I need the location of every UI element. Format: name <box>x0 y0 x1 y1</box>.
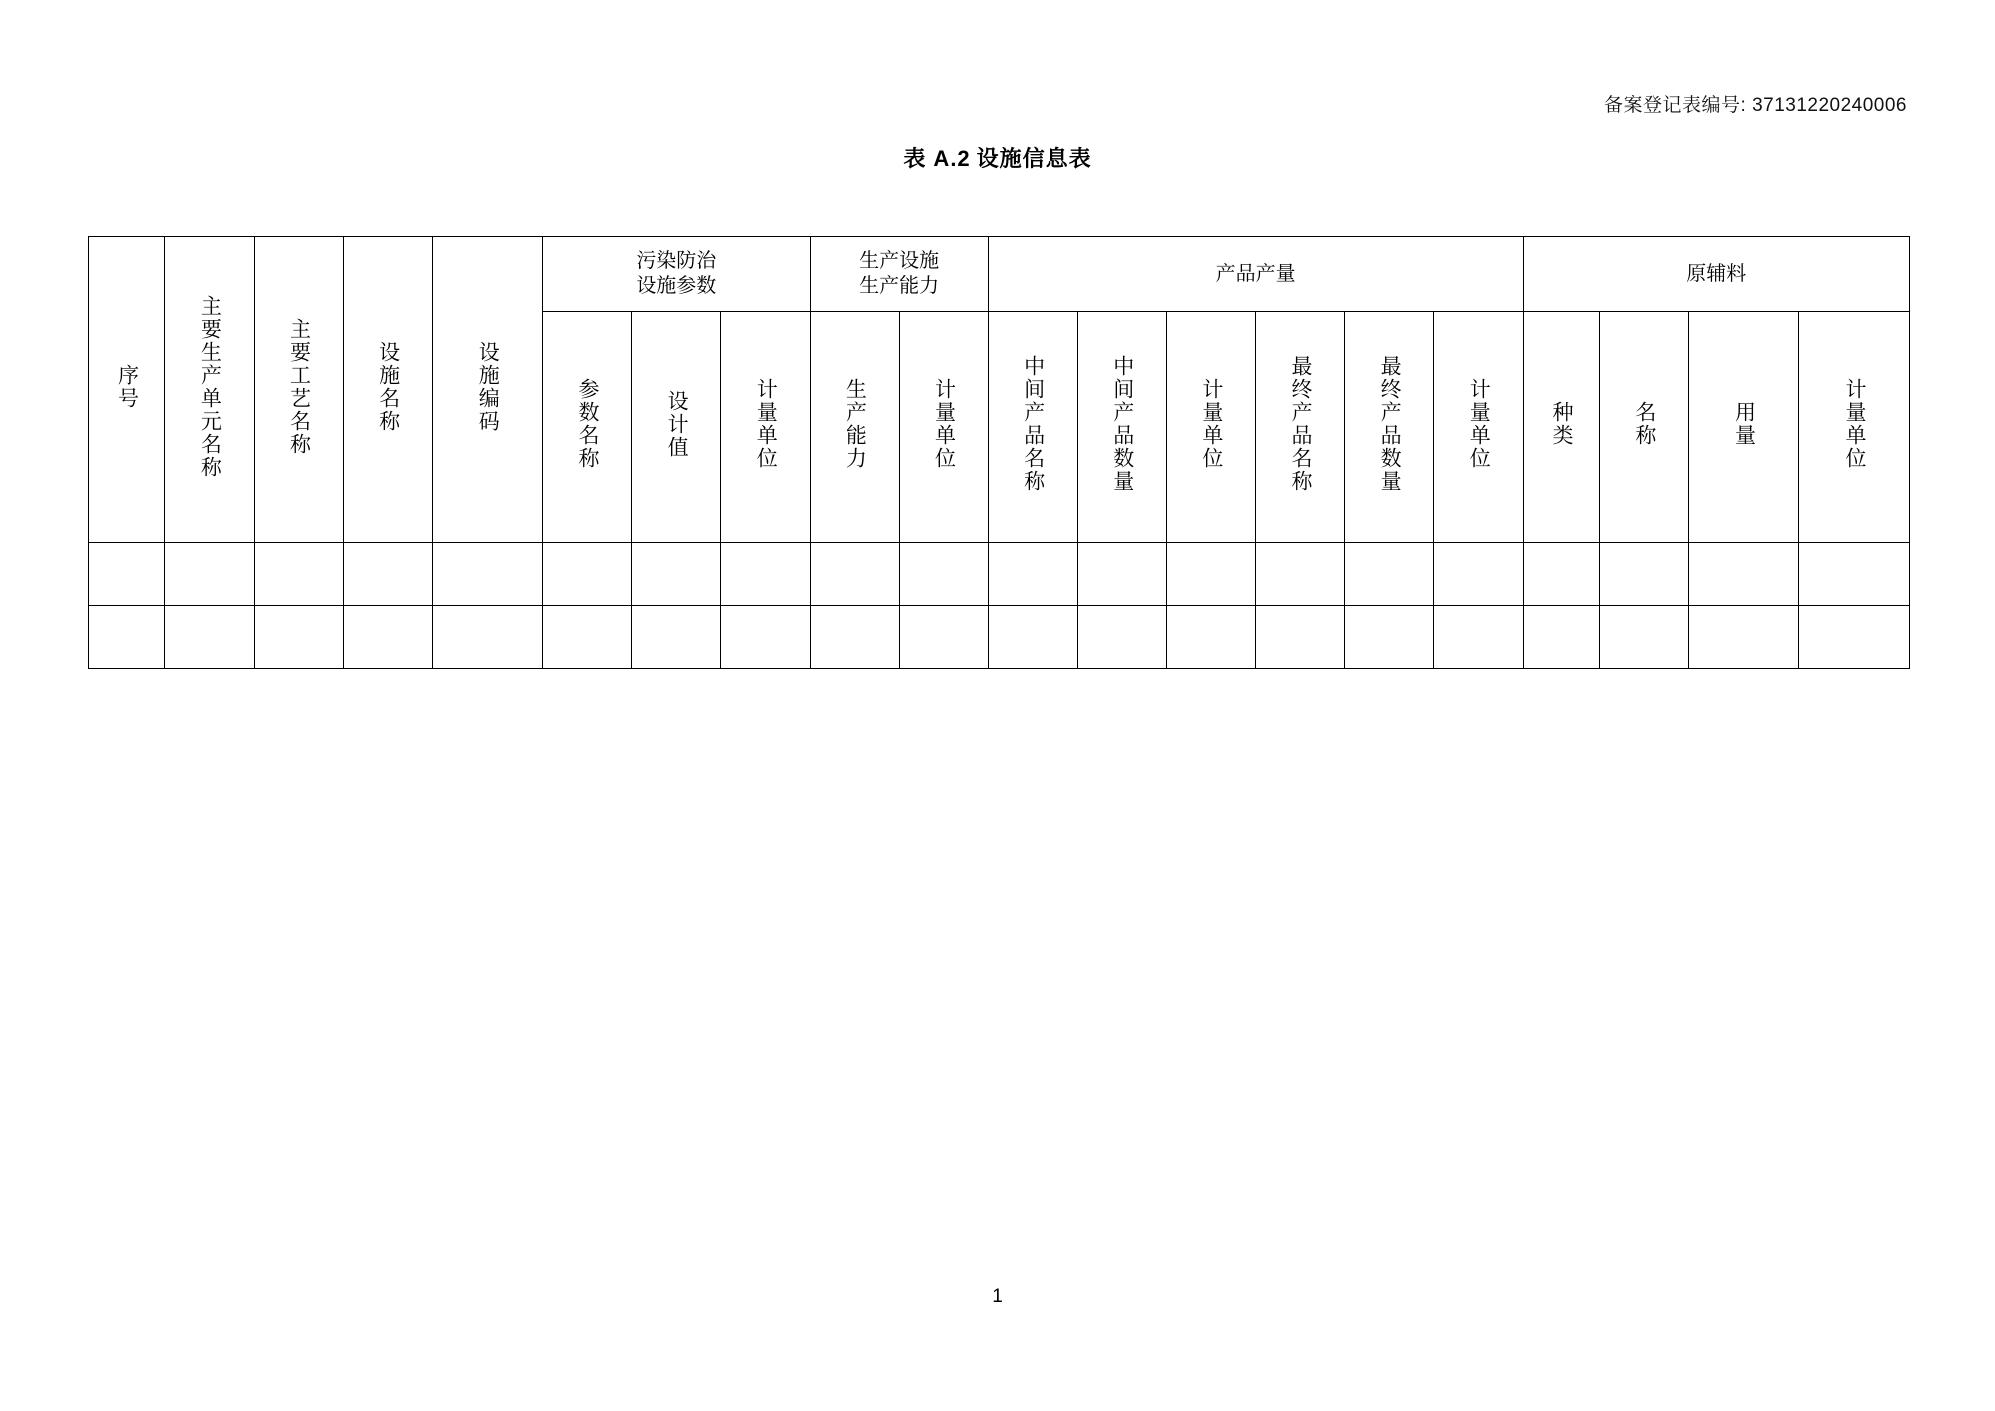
cell-production-capacity[interactable] <box>810 543 899 606</box>
header-group-product-output-label: 产品产量 <box>1215 262 1296 285</box>
cell-final-product-name[interactable] <box>1256 543 1345 606</box>
cell-param-unit[interactable] <box>721 543 810 606</box>
cell-seq[interactable] <box>89 606 165 669</box>
cell-final-product-qty[interactable] <box>1345 543 1434 606</box>
header-cell-intermediate-product-name <box>988 312 1077 543</box>
header-label-main-process-name: 主要工艺名称 <box>287 317 311 456</box>
header-cell-main-production-unit-name <box>165 237 254 543</box>
header-label-material-type: 种类 <box>1550 401 1574 447</box>
header-label-main-production-unit-name: 主要生产单元名称 <box>198 294 222 479</box>
cell-material-amount[interactable] <box>1689 543 1799 606</box>
cell-main-process-name[interactable] <box>254 606 343 669</box>
cell-main-process-name[interactable] <box>254 543 343 606</box>
page-number: 1 <box>992 1286 1003 1307</box>
cell-material-name[interactable] <box>1599 606 1688 669</box>
cell-final-product-name[interactable] <box>1256 606 1345 669</box>
header-cell-material-name <box>1599 312 1688 543</box>
cell-facility-code[interactable] <box>432 606 542 669</box>
header-label-intermediate-unit: 计量单位 <box>1199 378 1223 470</box>
cell-design-value[interactable] <box>632 606 721 669</box>
header-label-material-amount: 用量 <box>1732 401 1756 447</box>
table-title-text: 设施信息表 <box>976 146 1092 171</box>
cell-material-type[interactable] <box>1523 543 1599 606</box>
cell-intermediate-unit[interactable] <box>1167 543 1256 606</box>
registration-number-value: 37131220240006 <box>1752 95 1907 116</box>
header-label-final-product-qty: 最终产品数量 <box>1378 355 1402 493</box>
header-label-intermediate-product-qty: 中间产品数量 <box>1110 355 1134 493</box>
header-group-production-capacity <box>810 237 988 312</box>
cell-material-unit[interactable] <box>1799 543 1910 606</box>
header-group-raw-materials <box>1523 237 1910 312</box>
table-row <box>89 606 1910 669</box>
header-label-capacity-unit: 计量单位 <box>932 378 956 470</box>
cell-final-unit[interactable] <box>1434 606 1523 669</box>
header-cell-final-unit <box>1434 312 1523 543</box>
cell-intermediate-product-qty[interactable] <box>1077 606 1166 669</box>
cell-facility-code[interactable] <box>432 543 542 606</box>
table-label: 表 A.2 <box>903 146 971 171</box>
cell-material-name[interactable] <box>1599 543 1688 606</box>
cell-param-unit[interactable] <box>721 606 810 669</box>
header-cell-material-amount <box>1689 312 1799 543</box>
cell-material-amount[interactable] <box>1689 606 1799 669</box>
page-title <box>0 142 1995 173</box>
header-cell-material-unit <box>1799 312 1910 543</box>
cell-final-product-qty[interactable] <box>1345 606 1434 669</box>
header-label-seq: 序号 <box>115 363 139 410</box>
cell-capacity-unit[interactable] <box>899 543 988 606</box>
header-label-material-name: 名称 <box>1632 401 1656 447</box>
table-header-group-row <box>89 237 1910 312</box>
header-cell-intermediate-product-qty <box>1077 312 1166 543</box>
header-cell-final-product-name <box>1256 312 1345 543</box>
header-label-param-name: 参数名称 <box>576 378 600 470</box>
header-label-final-product-name: 最终产品名称 <box>1289 355 1313 493</box>
cell-production-capacity[interactable] <box>810 606 899 669</box>
header-group-pollution-control-params-line2: 设施参数 <box>636 275 717 297</box>
header-label-param-unit: 计量单位 <box>754 378 778 470</box>
header-group-raw-materials-label: 原辅料 <box>1686 262 1747 285</box>
cell-facility-name[interactable] <box>343 606 432 669</box>
cell-seq[interactable] <box>89 543 165 606</box>
cell-intermediate-product-qty[interactable] <box>1077 543 1166 606</box>
header-group-production-capacity-line2: 生产能力 <box>859 275 940 297</box>
header-label-final-unit: 计量单位 <box>1467 378 1491 470</box>
header-cell-capacity-unit <box>899 312 988 543</box>
cell-capacity-unit[interactable] <box>899 606 988 669</box>
header-cell-seq <box>89 237 165 543</box>
header-label-design-value: 设计值 <box>665 389 689 459</box>
facility-information-table <box>88 236 1910 669</box>
cell-param-name[interactable] <box>543 606 632 669</box>
header-cell-intermediate-unit <box>1167 312 1256 543</box>
header-group-product-output <box>988 237 1523 312</box>
header-label-facility-code: 设施编码 <box>476 340 500 433</box>
cell-material-type[interactable] <box>1523 606 1599 669</box>
header-cell-main-process-name <box>254 237 343 543</box>
cell-main-production-unit-name[interactable] <box>165 606 254 669</box>
header-group-pollution-control-params <box>543 237 810 312</box>
cell-facility-name[interactable] <box>343 543 432 606</box>
registration-number <box>1604 94 1907 119</box>
cell-intermediate-product-name[interactable] <box>988 543 1077 606</box>
header-cell-final-product-qty <box>1345 312 1434 543</box>
header-cell-param-unit <box>721 312 810 543</box>
header-cell-facility-code <box>432 237 542 543</box>
header-cell-param-name <box>543 312 632 543</box>
cell-intermediate-unit[interactable] <box>1167 606 1256 669</box>
registration-number-label: 备案登记表编号: <box>1604 95 1747 116</box>
cell-final-unit[interactable] <box>1434 543 1523 606</box>
header-cell-production-capacity <box>810 312 899 543</box>
header-label-material-unit: 计量单位 <box>1843 378 1867 470</box>
header-cell-design-value <box>632 312 721 543</box>
table-row <box>89 543 1910 606</box>
cell-param-name[interactable] <box>543 543 632 606</box>
header-label-intermediate-product-name: 中间产品名称 <box>1021 355 1045 493</box>
cell-main-production-unit-name[interactable] <box>165 543 254 606</box>
header-label-facility-name: 设施名称 <box>376 340 400 433</box>
header-group-production-capacity-line1: 生产设施 <box>859 250 940 272</box>
cell-design-value[interactable] <box>632 543 721 606</box>
facility-information-table-wrapper <box>88 236 1910 669</box>
header-cell-facility-name <box>343 237 432 543</box>
cell-material-unit[interactable] <box>1799 606 1910 669</box>
cell-intermediate-product-name[interactable] <box>988 606 1077 669</box>
header-label-production-capacity: 生产能力 <box>843 378 867 470</box>
header-cell-material-type <box>1523 312 1599 543</box>
header-group-pollution-control-params-line1: 污染防治 <box>636 250 717 272</box>
